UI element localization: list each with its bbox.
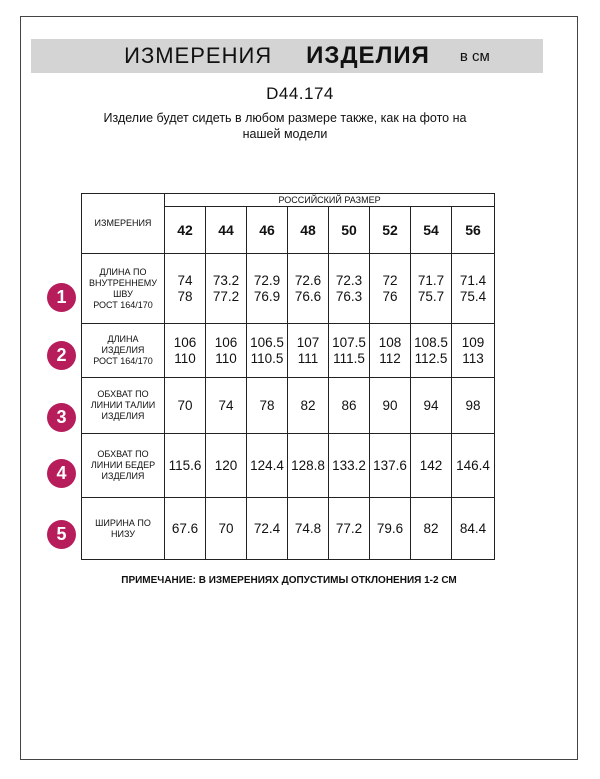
size-table [81, 193, 495, 560]
size-header-cell: 42 [165, 207, 206, 254]
value-cell [288, 378, 329, 434]
value-line: 75.7 [417, 288, 445, 304]
row-number-badge: 3 [47, 403, 76, 432]
value-cell [329, 324, 370, 378]
value-cell [247, 498, 288, 560]
value-line: 82 [423, 520, 439, 536]
value-cell [452, 324, 495, 378]
value-line: 72.3 [335, 272, 363, 288]
header-word-product: ИЗДЕЛИЯ [306, 42, 430, 69]
value-line: 76.9 [253, 288, 281, 304]
row-label-line: ДЛИНА [107, 334, 139, 344]
value-line: 76.3 [335, 288, 363, 304]
value-line: 72 [382, 272, 398, 288]
value-cell [411, 324, 452, 378]
value-line: 94 [423, 397, 439, 413]
value-cell [329, 254, 370, 324]
value-cell [370, 324, 411, 378]
row-label [82, 378, 165, 434]
header-word-measurements: ИЗМЕРЕНИЯ [124, 43, 273, 68]
value-cell [411, 378, 452, 434]
value-line: 108 [378, 334, 402, 350]
row-label-line: ЛИНИИ БЕДЕР [90, 460, 156, 470]
row-label-line: ОБХВАТ ПО [97, 449, 149, 459]
value-line: 110 [215, 350, 237, 366]
value-line: 71.7 [417, 272, 445, 288]
row-label [82, 324, 165, 378]
row-label-line: ОБХВАТ ПО [97, 389, 149, 399]
value-line: 107 [296, 334, 320, 350]
value-cell [370, 498, 411, 560]
value-cell [411, 254, 452, 324]
size-header-cell: 48 [288, 207, 329, 254]
value-line: 77.2 [335, 520, 363, 536]
size-header-cell: 52 [370, 207, 411, 254]
tolerance-note: ПРИМЕЧАНИЕ: В ИЗМЕРЕНИЯХ ДОПУСТИМЫ ОТКЛОНЕНИЯ 1-2 СМ [121, 575, 457, 586]
row-label [82, 498, 165, 560]
value-cell [370, 378, 411, 434]
row-label-line: ЛИНИИ ТАЛИИ [90, 400, 156, 410]
row-label-line: ШВУ [113, 288, 133, 299]
value-cell [329, 434, 370, 498]
value-line: 110.5 [250, 350, 284, 366]
value-line: 108.5 [414, 334, 448, 350]
value-cell [370, 254, 411, 324]
value-cell [165, 378, 206, 434]
row-label [82, 254, 165, 324]
value-cell [206, 324, 247, 378]
value-cell [370, 434, 411, 498]
value-cell [329, 378, 370, 434]
value-line: 109 [461, 334, 485, 350]
value-line: 106 [173, 334, 197, 350]
value-line: 107.5 [332, 334, 366, 350]
row-number-badge: 5 [47, 520, 76, 549]
value-line: 110 [174, 350, 196, 366]
value-cell [452, 498, 495, 560]
value-cell [411, 434, 452, 498]
value-cell [247, 434, 288, 498]
row-label [82, 434, 165, 498]
value-cell [165, 434, 206, 498]
value-line: 137.6 [373, 457, 407, 473]
table-row [82, 324, 495, 378]
size-header-cell: 46 [247, 207, 288, 254]
row-number-badge: 1 [47, 283, 76, 312]
value-line: 75.4 [459, 288, 487, 304]
row-number-badge: 4 [47, 459, 76, 488]
measure-header: ИЗМЕРЕНИЯ [82, 194, 165, 254]
row-label-line: РОСТ 164/170 [93, 299, 153, 310]
header-unit: в см [459, 47, 490, 65]
value-cell [329, 498, 370, 560]
value-line: 146.4 [456, 457, 490, 473]
value-line: 111.5 [333, 350, 365, 366]
row-label-line: ИЗДЕЛИЯ [101, 471, 145, 481]
value-line: 86 [341, 397, 357, 413]
article-number: D44.174 [266, 84, 334, 103]
value-cell [247, 378, 288, 434]
value-cell [165, 254, 206, 324]
value-cell [247, 254, 288, 324]
value-cell [288, 254, 329, 324]
size-header-cell: 50 [329, 207, 370, 254]
size-header-cell: 56 [452, 207, 495, 254]
value-cell [411, 498, 452, 560]
row-label-line: ИЗДЕЛИЯ [101, 345, 145, 355]
value-cell [206, 378, 247, 434]
value-line: 78 [177, 288, 193, 304]
value-line: 133.2 [332, 457, 366, 473]
row-label-line: ДЛИНА ПО [99, 266, 147, 277]
value-line: 90 [382, 397, 398, 413]
value-line: 98 [465, 397, 481, 413]
row-label-line: ШИРИНА ПО [95, 517, 151, 528]
value-line: 82 [300, 397, 316, 413]
row-label-line: ВНУТРЕННЕМУ [89, 277, 157, 288]
value-line: 106.5 [250, 334, 284, 350]
value-cell [288, 434, 329, 498]
value-line: 78 [259, 397, 275, 413]
table-row [82, 254, 495, 324]
size-header-cell: 44 [206, 207, 247, 254]
value-line: 74 [218, 397, 234, 413]
row-label-line: НИЗУ [110, 528, 136, 539]
value-line: 77.2 [212, 288, 240, 304]
value-line: 113 [462, 350, 484, 366]
value-line: 79.6 [376, 520, 404, 536]
size-header-cell: 54 [411, 207, 452, 254]
value-cell [288, 498, 329, 560]
value-cell [452, 254, 495, 324]
header-band [31, 39, 543, 73]
value-line: 128.8 [291, 457, 325, 473]
value-line: 111 [297, 350, 319, 366]
value-cell [206, 254, 247, 324]
value-line: 74.8 [294, 520, 322, 536]
value-line: 76.6 [294, 288, 322, 304]
value-line: 71.4 [459, 272, 487, 288]
row-label-line: РОСТ 164/170 [93, 356, 153, 366]
value-line: 73.2 [212, 272, 240, 288]
value-cell [288, 324, 329, 378]
value-line: 72.9 [253, 272, 281, 288]
row-label-line: ИЗДЕЛИЯ [101, 411, 145, 421]
value-line: 70 [218, 520, 234, 536]
value-line: 106 [214, 334, 238, 350]
row-number-badge: 2 [47, 341, 76, 370]
value-line: 74 [177, 272, 193, 288]
value-line: 124.4 [250, 457, 284, 473]
value-line: 112 [379, 350, 401, 366]
size-group-header: РОССИЙСКИЙ РАЗМЕР [165, 194, 495, 207]
value-line: 120 [214, 457, 238, 473]
value-line: 112.5 [414, 350, 448, 366]
value-cell [452, 434, 495, 498]
value-cell [165, 498, 206, 560]
value-line: 72.4 [253, 520, 281, 536]
value-cell [206, 498, 247, 560]
value-cell [452, 378, 495, 434]
value-line: 67.6 [171, 520, 199, 536]
value-line: 142 [419, 457, 443, 473]
value-cell [206, 434, 247, 498]
value-line: 70 [177, 397, 193, 413]
value-line: 76 [382, 288, 398, 304]
table-row [82, 498, 495, 560]
value-cell [165, 324, 206, 378]
value-cell [247, 324, 288, 378]
value-line: 84.4 [459, 520, 487, 536]
value-line: 115.6 [168, 457, 202, 473]
fit-note: Изделие будет сидеть в любом размере также, как на фото на нашей модели [103, 111, 467, 141]
table-row [82, 378, 495, 434]
value-line: 72.6 [294, 272, 322, 288]
table-row [82, 434, 495, 498]
